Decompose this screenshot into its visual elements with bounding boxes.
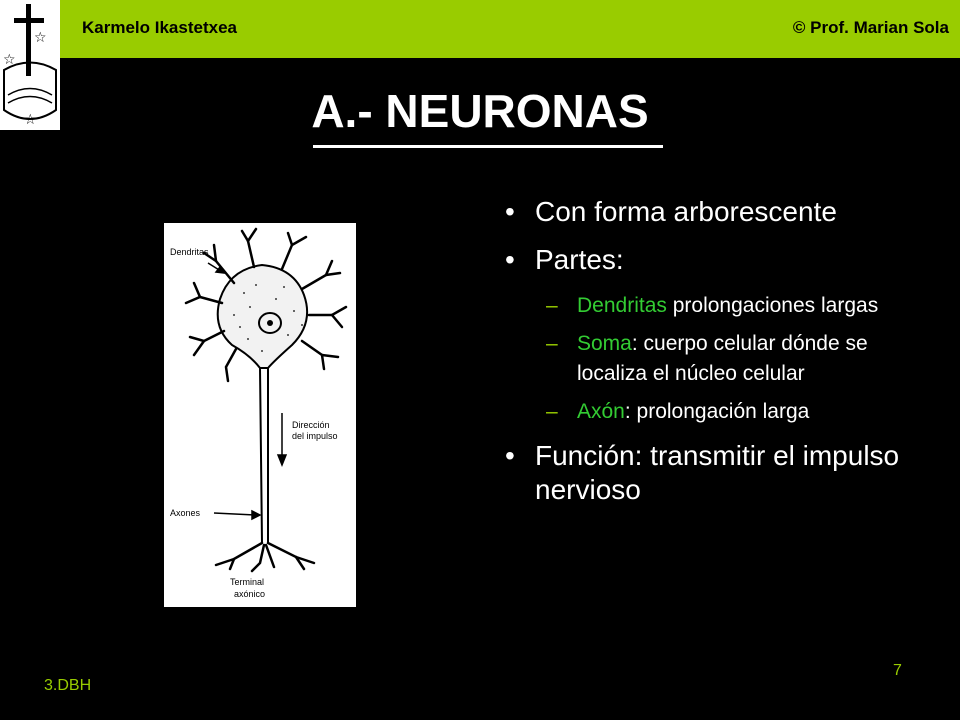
label-terminal-2: axónico (234, 589, 266, 599)
axon-terminal-shape (216, 543, 314, 571)
sub-bullet-dendritas: – Dendritas prolongaciones largas (546, 294, 879, 317)
bullet-shape: • Con forma arborescente (505, 196, 837, 227)
label-dendritas: Dendritas (170, 247, 209, 257)
svg-text:☆: ☆ (3, 52, 16, 68)
svg-text:☆: ☆ (34, 30, 47, 46)
sub-bullet-soma: – Soma: cuerpo celular dónde se localiza el núcleo celular (546, 332, 868, 385)
slide-number: 7 (893, 662, 902, 679)
svg-text:☆: ☆ (24, 112, 37, 128)
header-bar (60, 0, 960, 58)
axon-shape (260, 368, 268, 543)
bullet-list (497, 195, 917, 507)
desc-dendritas: prolongaciones largas (666, 294, 879, 317)
bullet-function: • Función: transmitir el impulso nervioso (505, 440, 900, 505)
label-terminal-1: Terminal (230, 577, 265, 587)
neuron-diagram (164, 223, 356, 607)
desc-soma: : cuerpo celular dónde se localiza el núcleo celular (577, 332, 868, 385)
label-direccion-1: Dirección (292, 420, 330, 430)
slide-title: A.- NEURONAS (311, 85, 649, 137)
label-axones: Axones (170, 508, 201, 518)
course-label: 3.DBH (44, 677, 92, 694)
term-soma: Soma (577, 332, 632, 355)
bullet-text: Partes: (535, 244, 624, 275)
bullet-text: Función: transmitir el impulso nervioso (535, 440, 900, 505)
desc-axon: : prolongación larga (624, 400, 810, 423)
sub-bullet-axon: – Axón: prolongación larga (546, 400, 810, 423)
author-credit: © Prof. Marian Sola (792, 18, 949, 37)
label-direccion-2: del impulso (292, 431, 338, 441)
term-dendritas: Dendritas (577, 294, 667, 317)
title-underline (313, 145, 663, 148)
school-name: Karmelo Ikastetxea (82, 18, 237, 37)
term-axon: Axón (577, 400, 625, 423)
bullet-text: Con forma arborescente (535, 196, 837, 227)
neuron-illustration (164, 223, 356, 607)
bullet-parts: • Partes: (505, 244, 624, 275)
